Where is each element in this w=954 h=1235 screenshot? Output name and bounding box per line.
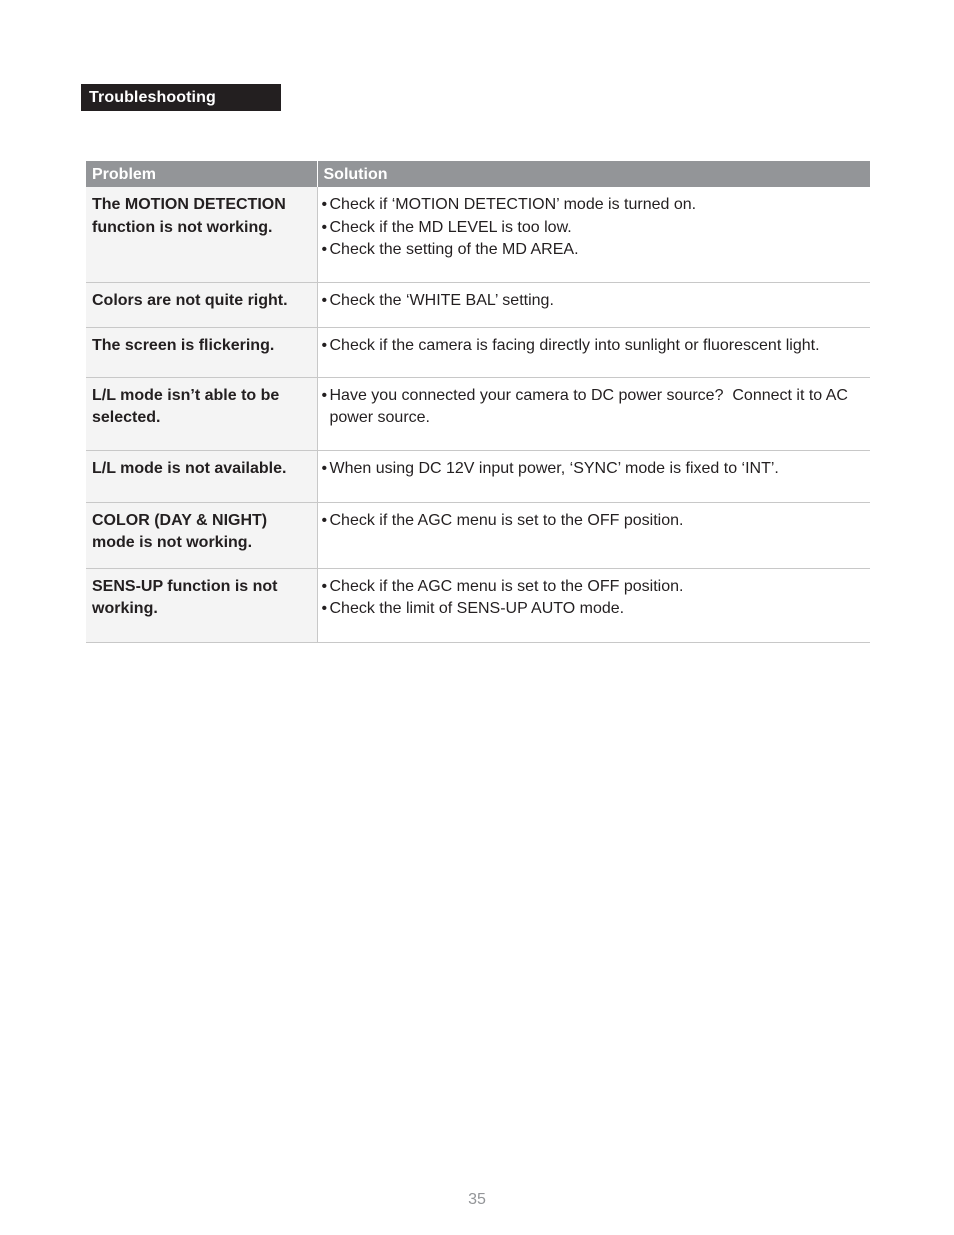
solution-cell [317,282,870,327]
solution-text: Check if ‘MOTION DETECTION’ mode is turned on. [329,196,697,213]
solution-item [322,194,865,217]
bullet: • [321,336,328,354]
solution-cell [317,187,870,282]
section-title: Troubleshooting [81,84,281,111]
solution-text: Check if the AGC menu is set to the OFF position. [329,511,684,529]
problem-cell: Colors are not quite right. [86,282,317,327]
solution-item [322,239,865,262]
troubleshooting-table [86,161,870,643]
solution-cell [317,377,870,450]
solution-text: Check if the camera is facing directly into sunlight or fluorescent light. [329,336,820,354]
bullet: • [321,386,328,404]
solution-text: Check the ‘WHITE BAL’ setting. [329,291,554,309]
table-row [86,282,870,327]
table-row [86,450,870,502]
problem-column-header: Problem [86,161,317,187]
problem-cell: L/L mode isn’t able to be selected. [86,377,317,450]
solution-text: Check the limit of SENS-UP AUTO mode. [329,600,625,617]
table-row [86,377,870,450]
solution-text: Check if the AGC menu is set to the OFF position. [329,577,684,595]
solution-item [322,510,865,533]
bullet: • [321,577,328,595]
table-header-row [86,161,870,187]
solution-item [322,458,865,481]
solution-text: Have you connected your camera to DC power source? Connect it to AC power source. [329,386,853,426]
solution-cell [317,450,870,502]
problem-cell: The screen is flickering. [86,327,317,377]
bullet: • [321,196,328,213]
bullet: • [321,241,328,258]
solution-item [322,290,865,313]
bullet: • [321,218,328,236]
bullet: • [321,459,328,477]
table-row [86,568,870,642]
solution-cell [317,327,870,377]
problem-cell: The MOTION DETECTION function is not working. [86,187,317,282]
table-row [86,187,870,282]
solution-cell [317,502,870,568]
solution-text: Check if the MD LEVEL is too low. [329,218,572,236]
solution-text: Check the setting of the MD AREA. [329,241,579,258]
bullet: • [321,291,328,309]
problem-cell: SENS-UP function is not working. [86,568,317,642]
solution-column-header: Solution [317,161,870,187]
solution-item [322,598,865,621]
solution-item [322,576,865,599]
solution-item [322,335,865,358]
table-row [86,327,870,377]
bullet: • [321,600,328,617]
solution-item [322,385,865,430]
solution-item [322,217,865,240]
problem-cell: L/L mode is not available. [86,450,317,502]
bullet: • [321,511,328,529]
table-row [86,502,870,568]
solution-text: When using DC 12V input power, ‘SYNC’ mode is fixed to ‘INT’. [329,459,779,477]
page-number: 35 [468,1191,486,1208]
problem-cell: COLOR (DAY & NIGHT) mode is not working. [86,502,317,568]
solution-cell [317,568,870,642]
